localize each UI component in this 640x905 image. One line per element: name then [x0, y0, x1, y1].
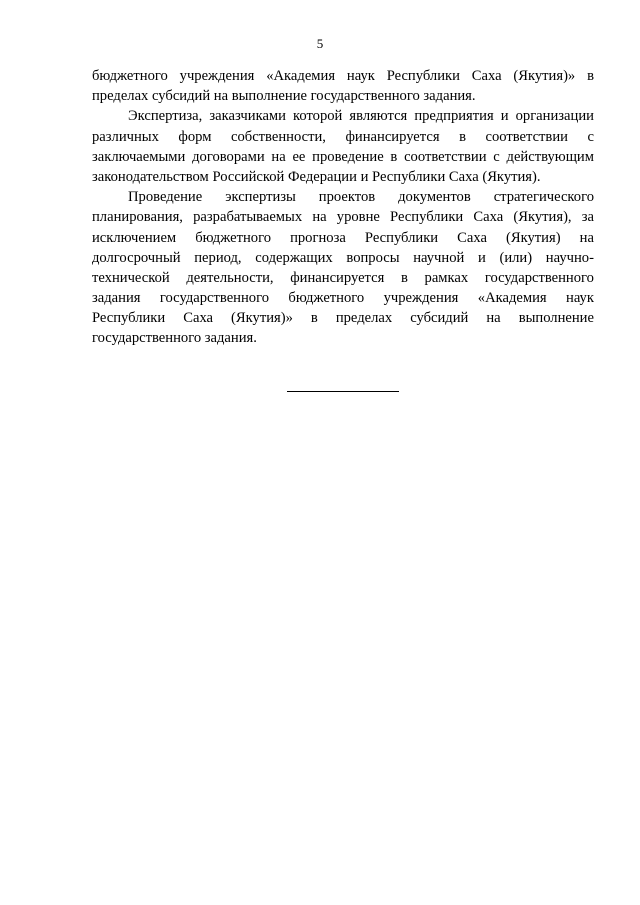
- word: заказчиками: [209, 108, 286, 125]
- word: долгосрочный: [92, 249, 181, 266]
- word: рамках: [424, 269, 469, 286]
- text-line: [92, 106, 594, 126]
- word: стратегического: [493, 189, 594, 206]
- word: уровне: [336, 209, 380, 226]
- word: проведение: [312, 148, 384, 165]
- word: «Академия: [477, 290, 547, 307]
- word: субсидий: [410, 310, 469, 327]
- text-line: пределах субсидий на выполнение государственного задания.: [92, 88, 476, 105]
- word: исключением: [92, 229, 177, 246]
- word: в: [390, 148, 398, 165]
- word: (или): [499, 249, 533, 266]
- word: финансируется: [290, 269, 385, 286]
- paragraph-2: [92, 106, 594, 187]
- text-line: [92, 308, 594, 328]
- word: Республики: [386, 68, 460, 84]
- word: в: [587, 68, 594, 84]
- word: с: [493, 148, 500, 165]
- word: документов: [398, 189, 471, 206]
- word: действующим: [506, 148, 594, 165]
- page-number: 5: [316, 36, 324, 51]
- word: за: [581, 209, 594, 226]
- word: прогноза: [290, 229, 346, 246]
- word: в: [310, 310, 318, 327]
- word: собственности,: [231, 128, 326, 145]
- word: финансируется: [345, 128, 440, 145]
- text-line: [92, 66, 594, 86]
- word: государственного: [484, 269, 594, 286]
- word: на: [579, 229, 594, 246]
- word: и: [500, 108, 509, 125]
- document-body: [92, 66, 594, 349]
- end-separator-line: [287, 391, 399, 392]
- word: соответствии: [404, 148, 487, 165]
- word: (Якутия),: [513, 209, 572, 226]
- word: пределах: [335, 310, 393, 327]
- word: содержащих: [255, 249, 333, 266]
- word: в: [459, 128, 466, 145]
- word: различных: [92, 128, 159, 145]
- word: являются: [349, 108, 408, 125]
- word: государственного: [159, 290, 270, 307]
- word: наук: [566, 290, 594, 307]
- word: на: [312, 209, 327, 226]
- text-line: законодательством Российской Федерации и Республики Саха (Якутия).: [92, 168, 541, 185]
- text-line: [92, 268, 594, 288]
- word: экспертизы: [225, 189, 296, 206]
- text-line: [92, 147, 594, 167]
- word: Саха: [183, 310, 214, 327]
- word: форм: [178, 128, 212, 145]
- word: планирования,: [92, 209, 183, 226]
- word: задания: [92, 290, 141, 307]
- text-line: [92, 248, 594, 268]
- word: Экспертиза,: [128, 108, 203, 125]
- word: Саха: [473, 209, 504, 226]
- word: разрабатываемых: [193, 209, 303, 226]
- word: (Якутия)»: [513, 68, 576, 84]
- word: (Якутия): [506, 229, 561, 246]
- word: вопросы: [346, 249, 400, 266]
- word: Саха: [471, 68, 502, 84]
- word: Республики: [390, 209, 464, 226]
- word: бюджетного: [288, 290, 365, 307]
- word: учреждения: [179, 68, 255, 84]
- word: бюджетного: [92, 68, 168, 84]
- word: которой: [293, 108, 343, 125]
- word: наук: [346, 68, 375, 84]
- word: и: [478, 249, 486, 266]
- word: проектов: [318, 189, 376, 206]
- word: учреждения: [383, 290, 459, 307]
- text-line: [92, 127, 594, 147]
- paragraph-1: [92, 66, 594, 106]
- word: ее: [292, 148, 306, 165]
- word: в: [400, 269, 408, 286]
- word: договорами: [192, 148, 265, 165]
- word: Республики: [364, 229, 439, 246]
- word: деятельности,: [186, 269, 274, 286]
- text-line: [92, 288, 594, 308]
- word: бюджетного: [195, 229, 272, 246]
- word: Республики: [92, 310, 166, 327]
- word: на: [271, 148, 286, 165]
- word: на: [486, 310, 501, 327]
- word: период,: [194, 249, 242, 266]
- word: научной: [413, 249, 465, 266]
- word: предприятия: [414, 108, 494, 125]
- word: технической: [92, 269, 170, 286]
- word: соответствии: [485, 128, 568, 145]
- text-line: государственного задания.: [92, 330, 257, 347]
- word: с: [587, 128, 594, 145]
- paragraph-3: [92, 187, 594, 349]
- word: Проведение: [128, 189, 203, 206]
- word: Саха: [457, 229, 487, 246]
- word: выполнение: [518, 310, 594, 327]
- text-line: [92, 187, 594, 207]
- word: научно-: [545, 249, 594, 266]
- word: «Академия: [266, 68, 336, 84]
- word: заключаемыми: [92, 148, 186, 165]
- text-line: [92, 228, 594, 248]
- word: организации: [515, 108, 594, 125]
- word: (Якутия)»: [231, 310, 293, 327]
- text-line: [92, 207, 594, 227]
